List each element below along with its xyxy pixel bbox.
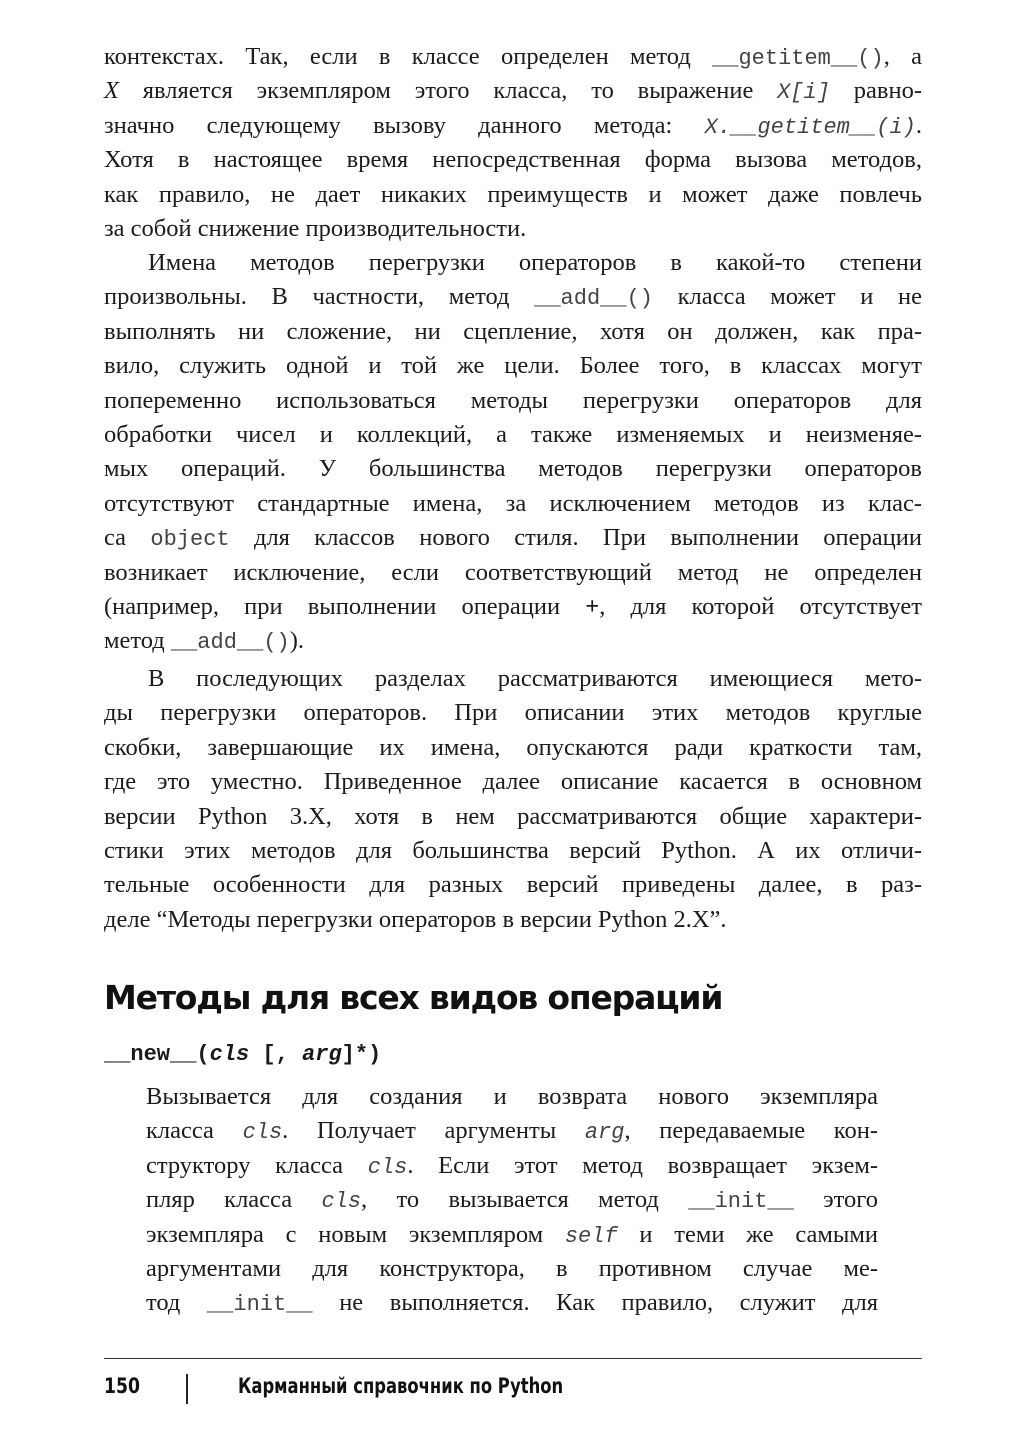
- text-line: за собой снижение производительности.: [104, 214, 527, 242]
- text-line: деле “Методы перегрузки операторов в версии Python 2.X”.: [104, 905, 727, 933]
- text-line: В последующих разделах рассматриваются имеющиеся мето-: [148, 665, 922, 692]
- method-signature: __new__(cls [, arg]*): [104, 1042, 382, 1067]
- text-line: тод __init__ не выполняется. Как правило, служит для: [146, 1289, 878, 1318]
- page-number: 150: [104, 1374, 140, 1398]
- text-line: аргументами для конструктора, в противном случае ме-: [146, 1254, 878, 1282]
- text-line: значно следующему вызову данного метода: X.__getitem__(i).: [104, 111, 922, 140]
- text-line: произвольны. В частности, метод __add__() класса может и не: [104, 283, 922, 312]
- text-line: скобки, завершающие их имена, опускаются ради краткости там,: [104, 733, 922, 761]
- footer-separator: [186, 1374, 188, 1404]
- paragraph-3: [104, 662, 922, 937]
- text-line: класса cls. Получает аргументы arg, передаваемые кон-: [146, 1117, 878, 1146]
- text-line: стики этих методов для большинства версий Python. А их отличи-: [104, 836, 922, 864]
- text-line: структору класса cls. Если этот метод возвращает экзем-: [146, 1151, 878, 1180]
- text-line: экземпляра с новым экземпляром self и теми же самыми: [146, 1220, 878, 1249]
- book-title: Карманный справочник по Python: [238, 1374, 564, 1398]
- text-line: са object для классов нового стиля. При выполнении операции: [104, 524, 922, 553]
- text-line: возникает исключение, если соответствующий метод не определен: [104, 558, 922, 586]
- text-line: тельные особенности для разных версий приведены далее, в раз-: [104, 871, 922, 899]
- text-line: Вызывается для создания и возврата нового экземпляра: [146, 1083, 878, 1110]
- text-line: вило, служить одной и той же цели. Более того, в классах могут: [104, 352, 922, 380]
- text-line: (например, при выполнении операции +, для которой отсутствует: [104, 592, 923, 620]
- section-heading: Методы для всех видов операций: [104, 978, 723, 1017]
- text-line: Имена методов перегрузки операторов в какой-то степени: [148, 249, 922, 276]
- paragraph-1: [104, 40, 922, 246]
- text-line: пляр класса cls, то вызывается метод __init__ этого: [146, 1186, 878, 1215]
- text-line: метод __add__()).: [104, 627, 305, 656]
- text-line: попеременно использоваться методы перегрузки операторов для: [104, 386, 922, 414]
- method-description: [146, 1080, 878, 1321]
- text-line: отсутствуют стандартные имена, за исключением методов из клас-: [104, 489, 922, 517]
- text-line: Хотя в настоящее время непосредственная форма вызова методов,: [104, 146, 922, 174]
- text-line: версии Python 3.X, хотя в нем рассматриваются общие характери-: [104, 802, 922, 830]
- text-line: контекстах. Так, если в классе определен метод __getitem__(), а: [104, 43, 923, 71]
- text-line: где это уместно. Приведенное далее описание касается в основном: [104, 768, 922, 796]
- text-line: обработки чисел и коллекций, а также изменяемых и неизменяе-: [104, 420, 922, 448]
- text-line: выполнять ни сложение, ни сцепление, хотя он должен, как пра-: [104, 317, 922, 345]
- footer-divider: [104, 1358, 922, 1359]
- text-line: мых операций. У большинства методов перегрузки операторов: [104, 455, 922, 483]
- text-line: как правило, не дает никаких преимуществ и может даже повлечь: [104, 180, 922, 208]
- paragraph-2: [104, 246, 922, 659]
- text-line: ды перегрузки операторов. При описании этих методов круглые: [104, 699, 922, 727]
- text-line: X является экземпляром этого класса, то выражение X[i] равно-: [104, 77, 922, 106]
